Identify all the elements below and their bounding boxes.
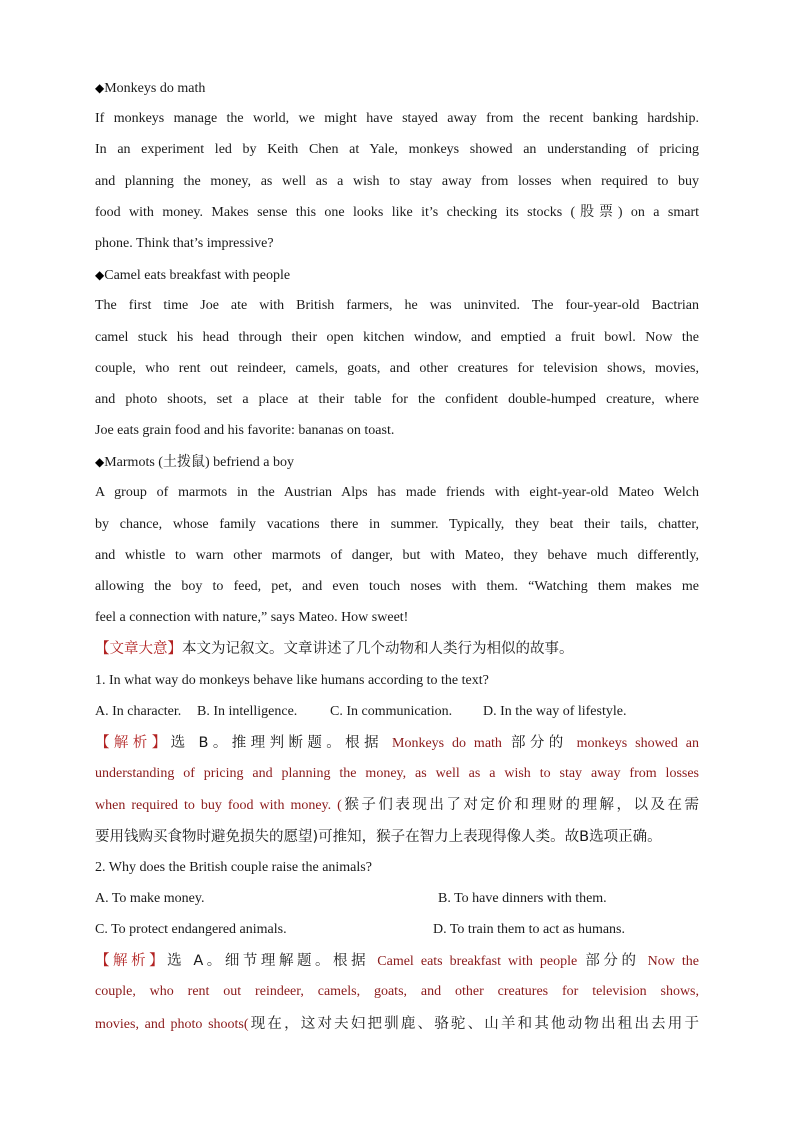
analysis-line: movies, and photo shoots(现在，这对夫妇把驯鹿、骆驼、山羊和其他动物出租出去用于 [95, 1015, 699, 1032]
analysis-line: couple, who rent out reindeer, camels, goats, and other creatures for television shows, [95, 984, 699, 1000]
diamond-bullet-icon: ◆ [95, 268, 105, 283]
document-page [95, 76, 699, 1043]
paragraph-line: The first time Joe ate with British farmers, he was uninvited. The four-year-old Bactrian [95, 298, 699, 314]
analysis-label: 【解析】 [95, 953, 168, 970]
option-a: A. In character. [95, 703, 182, 719]
analysis-line: 【解析】选 B。推理判断题。根据 Monkeys do math 部分的 monkeys showed an [95, 734, 699, 751]
paragraph-line: feel a connection with nature,” says Mateo. How sweet! [95, 610, 409, 626]
option-c: C. In communication. [330, 703, 453, 719]
paragraph-line: Joe eats grain food and his favorite: bananas on toast. [95, 423, 395, 439]
diamond-bullet-icon: ◆ [95, 81, 105, 95]
summary-label: 【文章大意】 [95, 641, 182, 658]
question-options [95, 918, 699, 949]
option-b: B. To have dinners with them. [438, 890, 607, 906]
paragraph-line: allowing the boy to feed, pet, and even touch noses with them. “Watching them makes me [95, 579, 699, 594]
analysis-line: when required to buy food with money. (猴子们表现出了对定价和理财的理解，以及在需 [95, 797, 699, 814]
paragraph-line: couple, who rent out reindeer, camels, goats, and other creatures for television shows, movies, [95, 360, 699, 376]
paragraph-line: phone. Think that’s impressive? [95, 235, 274, 251]
paragraph-line: If monkeys manage the world, we might have stayed away from the recent banking hardship. [95, 111, 699, 127]
paragraph-line: by chance, whose family vacations there in summer. Typically, they beat their tails, chatter, [95, 516, 699, 532]
analysis-line: 要用钱购买食物时避免损失的愿望)可推知，猴子在智力上表现得像人类。故B选项正确。 [95, 828, 662, 845]
analysis-label: 【解析】 [95, 734, 171, 751]
paragraph-line: and planning the money, as well as a wish to stay away from losses when required to buy [95, 173, 699, 189]
option-d: D. To train them to act as humans. [433, 922, 626, 938]
summary-line [95, 637, 699, 668]
section-heading-marmots: ◆Marmots (土拨鼠) befriend a boy [95, 455, 294, 471]
paragraph-line: In an experiment led by Keith Chen at Yale, monkeys showed an understanding of pricing [95, 142, 699, 158]
summary-text: 本文为记叙文。文章讲述了几个动物和人类行为相似的故事。 [182, 641, 574, 658]
paragraph-line: A group of marmots in the Austrian Alps has made friends with eight-year-old Mateo Welch [95, 485, 699, 501]
diamond-bullet-icon: ◆ [95, 455, 105, 470]
question-stem: 2. Why does the British couple raise the animals? [95, 859, 372, 875]
question-stem: 1. In what way do monkeys behave like humans according to the text? [95, 672, 489, 688]
analysis-line: 【解析】选 A。细节理解题。根据 Camel eats breakfast with people 部分的 Now the [95, 953, 699, 970]
section-heading-camel: ◆Camel eats breakfast with people [95, 268, 291, 284]
paragraph-line: food with money. Makes sense this one looks like it’s checking its stocks (股票) on a smart [95, 204, 699, 220]
question-options [95, 887, 699, 918]
paragraph-line: camel stuck his head through their open kitchen window, and emptied a fruit bowl. Now the [95, 329, 699, 345]
paragraph-line: and whistle to warn other marmots of danger, but with Mateo, they behave much differently, [95, 547, 699, 563]
option-d: D. In the way of lifestyle. [483, 703, 627, 719]
option-c: C. To protect endangered animals. [95, 922, 287, 938]
analysis-line: understanding of pricing and planning the money, as well as a wish to stay away from losses [95, 766, 699, 782]
option-b: B. In intelligence. [197, 703, 298, 719]
option-a: A. To make money. [95, 890, 205, 906]
section-heading-monkeys: ◆Monkeys do math [95, 81, 206, 96]
question-options [95, 700, 699, 731]
paragraph-line: and photo shoots, set a place at their table for the confident double-humped creature, where [95, 391, 699, 407]
